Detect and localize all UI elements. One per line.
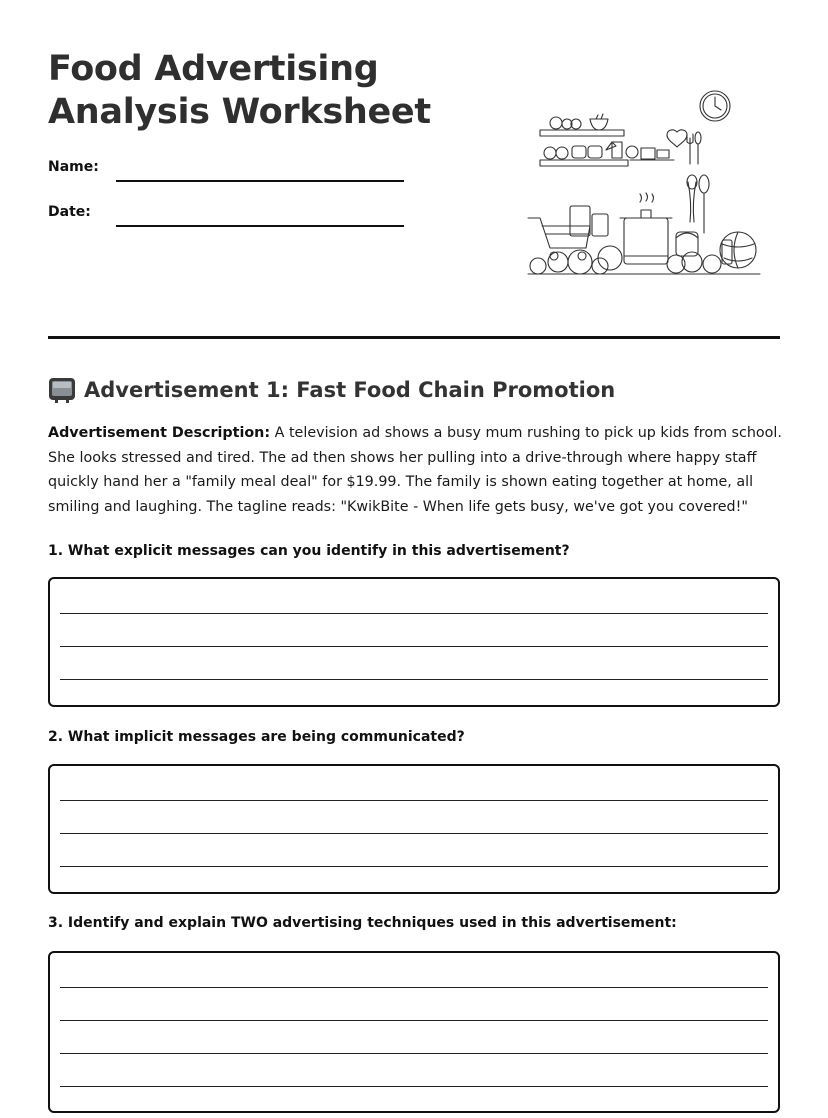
- description-text: A television ad shows a busy mum rushing to pick up kids from school. She looks stressed and tired. The ad then shows her pulling into a drive-through where happy staff quickly hand her a "family meal deal" for $19.99. The family is shown eating together at home, all smiling and laughing. The tagline reads: "KwikBite - When life gets busy, we've got you covered!": [48, 425, 782, 515]
- question-2: 2. What implicit messages are being communicated?: [48, 729, 465, 745]
- answer-line: [60, 679, 768, 680]
- advertisement-description: [48, 421, 783, 519]
- description-label: Advertisement Description:: [48, 425, 271, 441]
- section-heading: [48, 374, 615, 406]
- answer-box-3[interactable]: [48, 951, 780, 1113]
- answer-box-2[interactable]: [48, 764, 780, 894]
- name-field[interactable]: [116, 180, 404, 182]
- answer-line: [60, 1020, 768, 1021]
- title-line-2: Analysis Worksheet: [48, 92, 431, 132]
- title-line-1: Food Advertising: [48, 49, 379, 89]
- name-label: Name:: [48, 159, 99, 175]
- answer-line: [60, 800, 768, 801]
- section-title: Advertisement 1: Fast Food Chain Promotion: [84, 378, 616, 402]
- date-field[interactable]: [116, 225, 404, 227]
- answer-line: [60, 646, 768, 647]
- question-3: 3. Identify and explain TWO advertising techniques used in this advertisement:: [48, 915, 677, 931]
- answer-line: [60, 613, 768, 614]
- section-divider: [48, 336, 780, 339]
- answer-line: [60, 987, 768, 988]
- television-icon: [48, 376, 76, 404]
- worksheet-page: [48, 0, 780, 1118]
- page-title: [48, 48, 468, 134]
- date-label: Date:: [48, 204, 91, 220]
- answer-line: [60, 833, 768, 834]
- answer-line: [60, 1086, 768, 1087]
- answer-box-1[interactable]: [48, 577, 780, 707]
- food-groceries-illustration: [526, 86, 762, 278]
- answer-line: [60, 1053, 768, 1054]
- answer-line: [60, 866, 768, 867]
- question-1: 1. What explicit messages can you identify in this advertisement?: [48, 543, 570, 559]
